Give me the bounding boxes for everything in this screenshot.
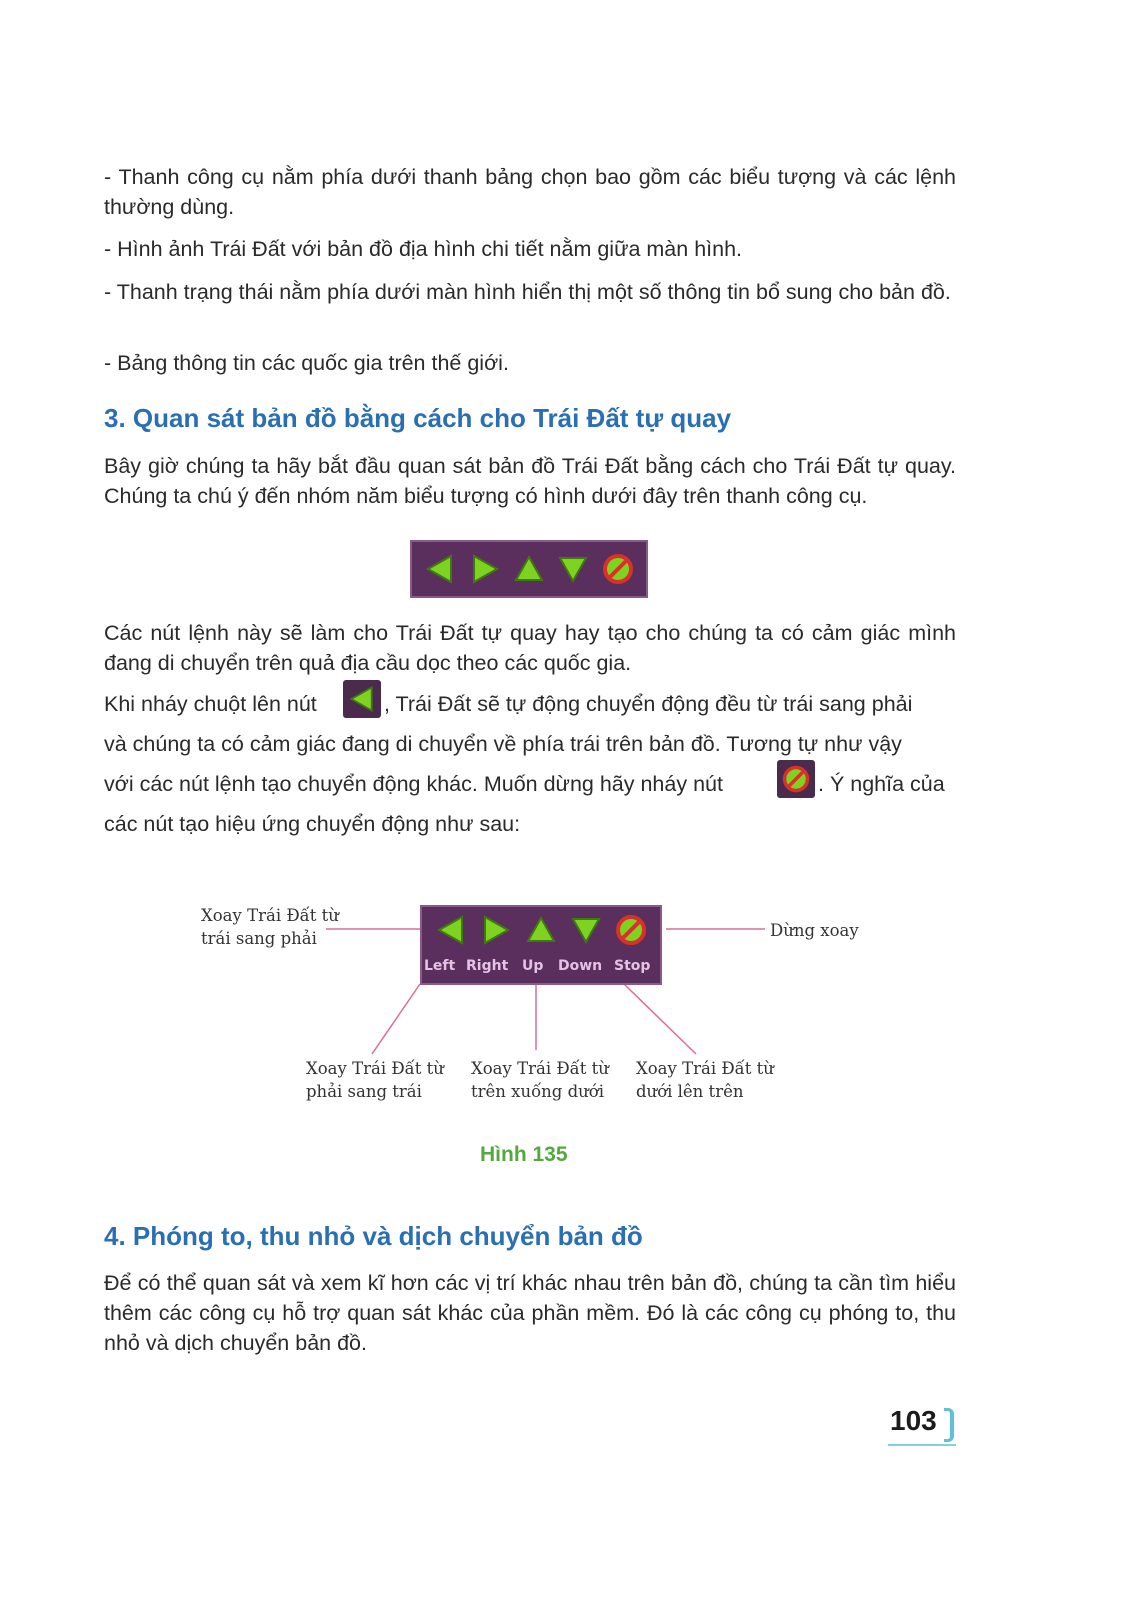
paragraph-section4-body: Để có thể quan sát và xem kĩ hơn các vị trí khác nhau trên bản đồ, chúng ta cần tìm hiểu thêm các công cụ hỗ trợ quan sát khác của phần mềm. Đó là các công cụ phóng to, thu nhỏ và dịch chuyển bản đồ. [104, 1271, 956, 1355]
label-stop: Stop [614, 958, 651, 974]
label-right: Right [466, 958, 509, 974]
caption-line: Xoay Trái Đất từ [636, 1059, 774, 1078]
click-line-1b: , Trái Đất sẽ tự động chuyển động đều từ trái sang phải [384, 692, 913, 716]
caption-line: trên xuống dưới [471, 1082, 605, 1101]
paragraph-buttons-effect: Các nút lệnh này sẽ làm cho Trái Đất tự quay hay tạo cho chúng ta có cảm giác mình đang di chuyển trên quả địa cầu dọc theo các quốc gia. [104, 621, 956, 675]
page-number-underline [888, 1444, 956, 1446]
label-left: Left [424, 958, 456, 974]
figure-caption: Hình 135 [480, 1143, 568, 1166]
caption-bottom-to-top [636, 1057, 774, 1103]
paragraph-status-bar: - Thanh trạng thái nằm phía dưới màn hình hiển thị một số thông tin bổ sung cho bản đồ. [104, 280, 951, 304]
label-up: Up [522, 958, 544, 974]
page-number-bracket [944, 1408, 954, 1442]
label-down: Down [558, 958, 603, 974]
page-number: 103 [890, 1405, 937, 1436]
paragraph-section3-intro: Bây giờ chúng ta hãy bắt đầu quan sát bản đồ Trái Đất bằng cách cho Trái Đất tự quay. Chúng ta chú ý đến nhóm năm biểu tượng có hình dưới đây trên thanh công cụ. [104, 454, 956, 508]
click-line-3b: . Ý nghĩa của [818, 772, 945, 796]
click-line-1a: Khi nháy chuột lên nút [104, 692, 317, 716]
caption-line: dưới lên trên [636, 1082, 744, 1101]
click-line-2: và chúng ta có cảm giác đang di chuyển về phía trái trên bản đồ. Tương tự như vậy [104, 732, 902, 756]
caption-line: trái sang phải [201, 929, 317, 948]
caption-line: phải sang trái [306, 1082, 422, 1101]
caption-line: Xoay Trái Đất từ [201, 906, 339, 925]
click-line-3a: với các nút lệnh tạo chuyển động khác. Muốn dừng hãy nháy nút [104, 772, 723, 796]
arrow-left-icon [434, 913, 468, 947]
caption-left-to-right [201, 904, 339, 950]
paragraph-toolbar: - Thanh công cụ nằm phía dưới thanh bảng chọn bao gồm các biểu tượng và các lệnh thường dùng. [104, 165, 956, 219]
paragraph-earth: - Hình ảnh Trái Đất với bản đồ địa hình chi tiết nằm giữa màn hình. [104, 237, 743, 261]
click-line-4: các nút tạo hiệu ứng chuyển động như sau: [104, 812, 521, 836]
button-label-row [420, 958, 660, 980]
stop-icon [614, 913, 648, 947]
caption-right-to-left [306, 1057, 444, 1103]
arrow-down-icon [569, 913, 603, 947]
arrow-right-icon [479, 913, 513, 947]
caption-line: Xoay Trái Đất từ [306, 1059, 444, 1078]
section-4-heading: 4. Phóng to, thu nhỏ và dịch chuyển bản đồ [104, 1221, 643, 1251]
caption-line: Xoay Trái Đất từ [471, 1059, 609, 1078]
arrow-up-icon [524, 913, 558, 947]
caption-stop: Dừng xoay [770, 921, 859, 940]
paragraph-info-panel: - Bảng thông tin các quốc gia trên thế giới. [104, 351, 509, 375]
caption-top-to-bottom [471, 1057, 609, 1103]
section-3-heading: 3. Quan sát bản đồ bằng cách cho Trái Đất tự quay [104, 403, 732, 433]
